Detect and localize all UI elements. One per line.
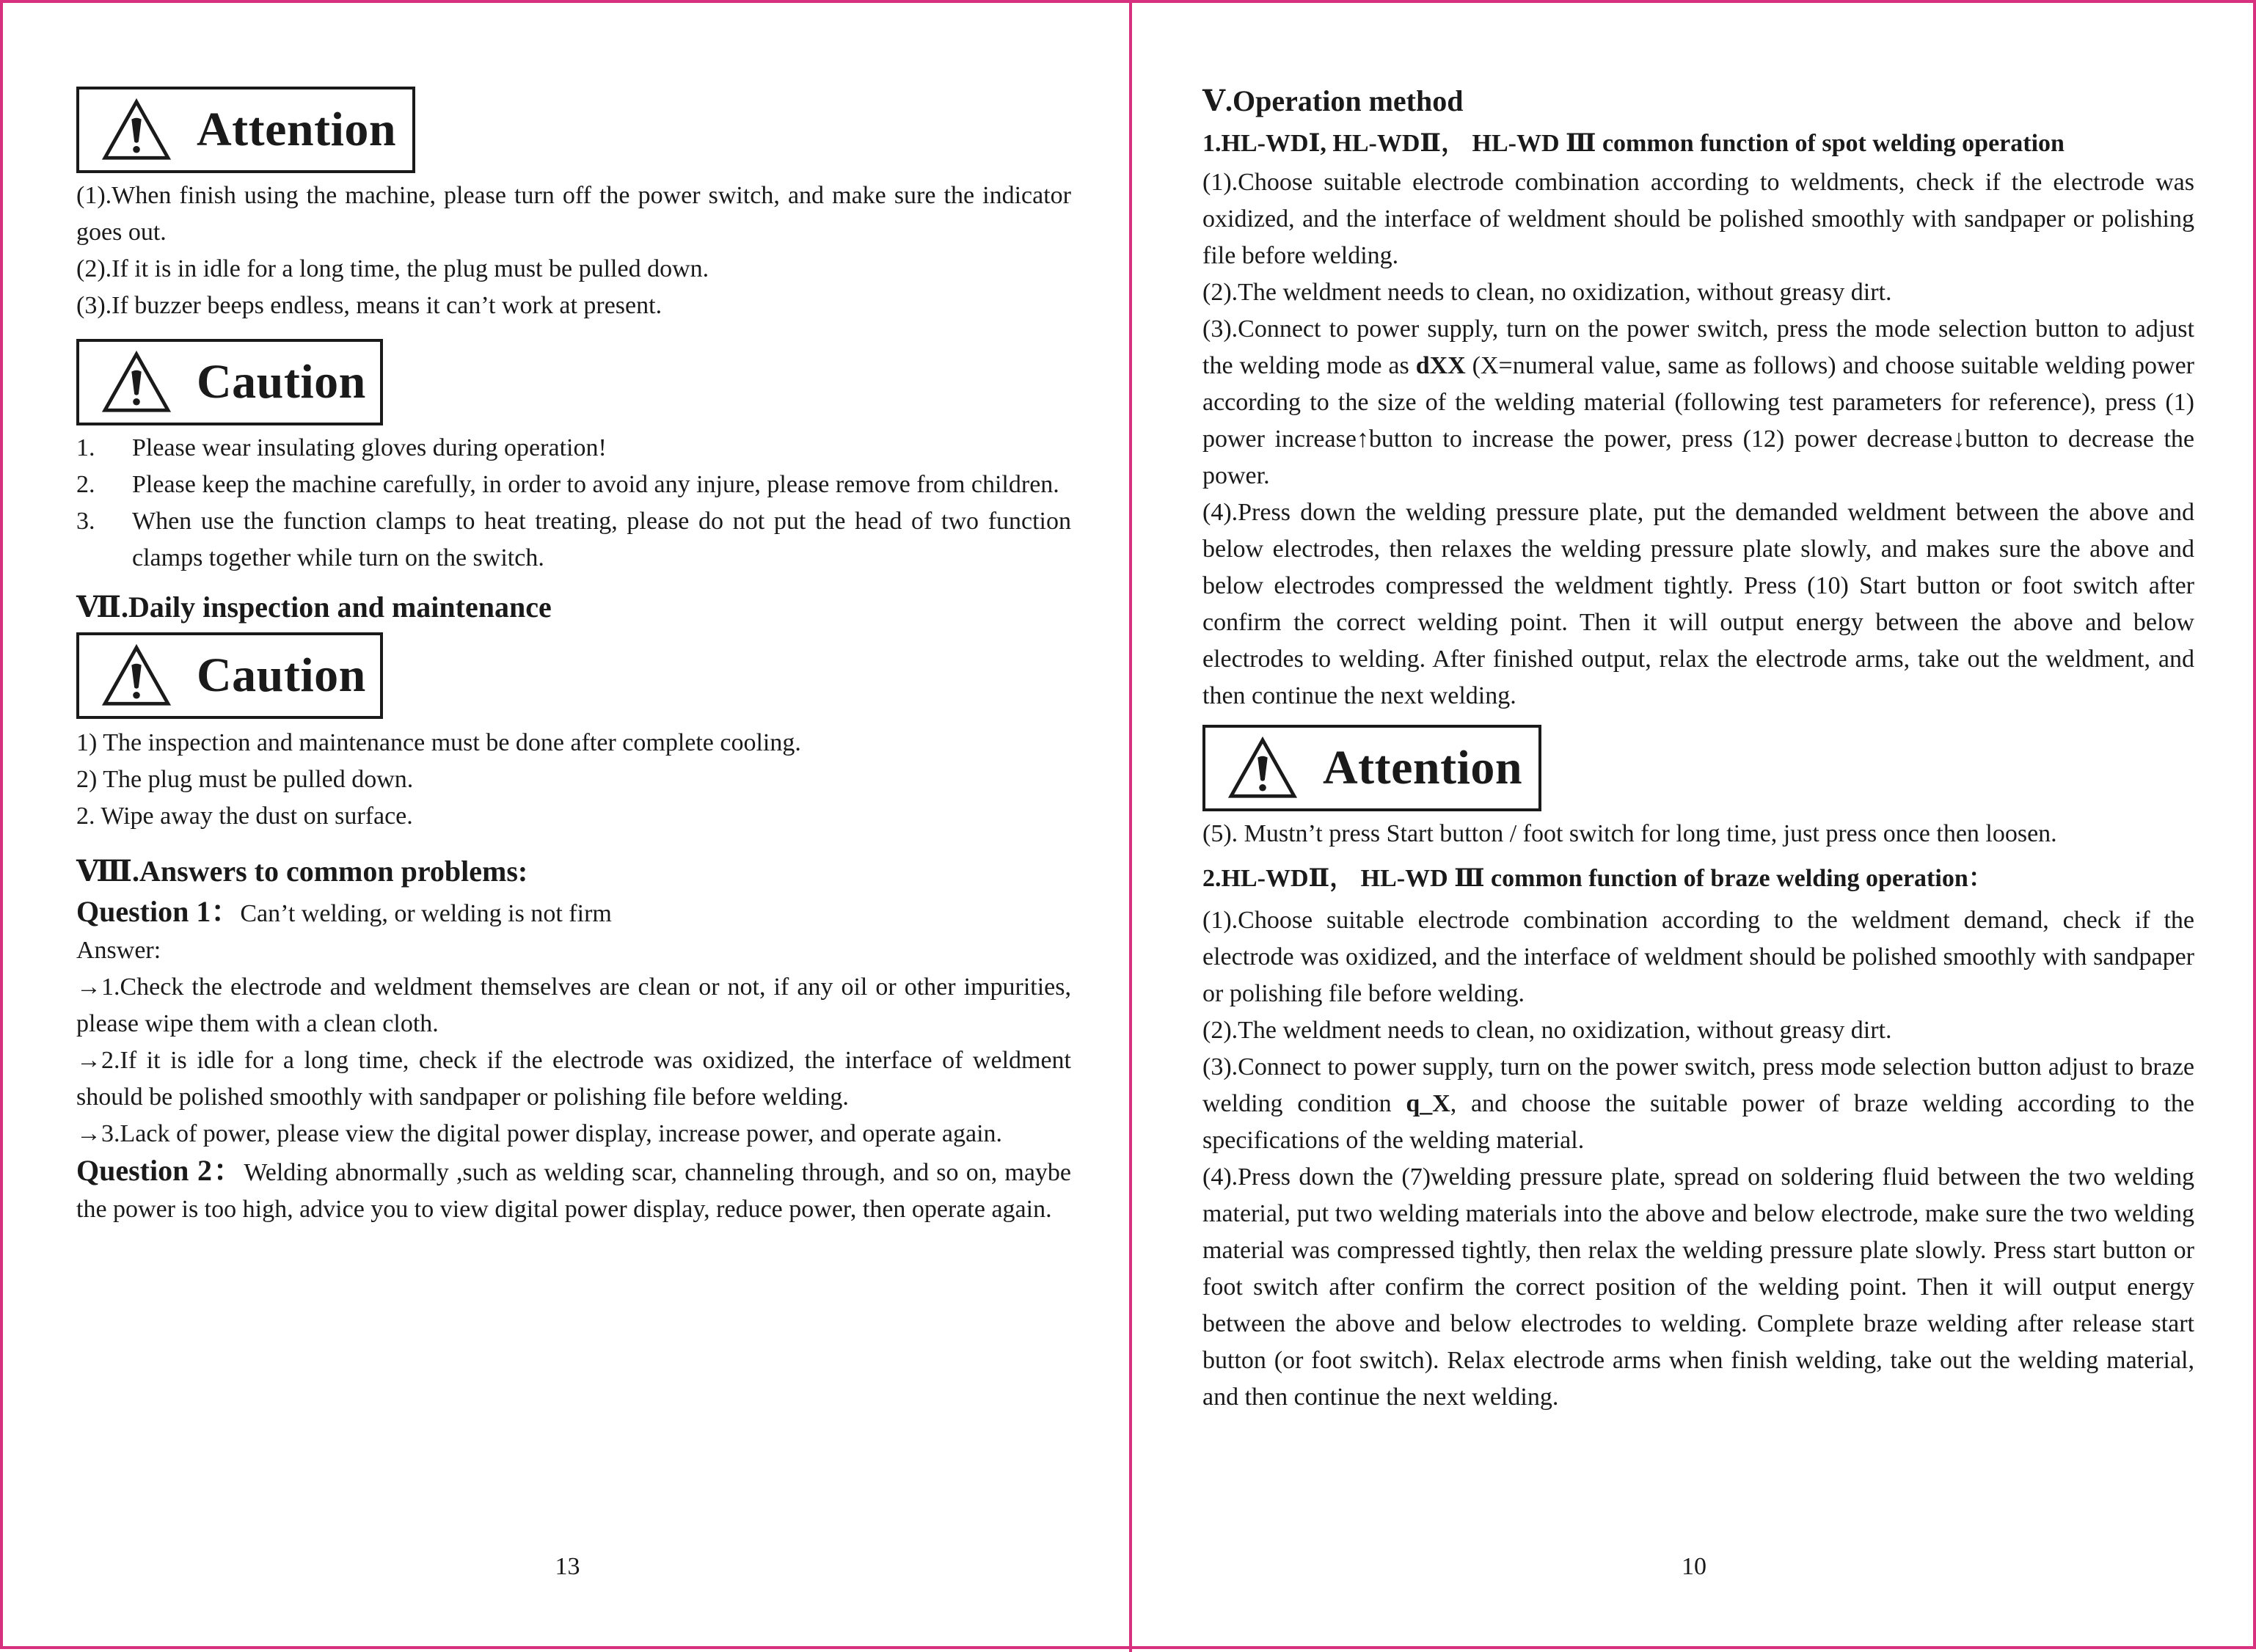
page-number: 13 [555, 1553, 580, 1580]
answer-item: →2.If it is idle for a long time, check if the electrode was oxidized, the interface of weldment should be polished smoothly with sandpaper or polishing file before welding. [76, 1047, 1071, 1111]
page-number: 10 [1682, 1553, 1706, 1580]
section-heading-problems: Ⅷ.Answers to common problems: [76, 855, 528, 888]
paragraph: (2).The weldment needs to clean, no oxidization, without greasy dirt. [1202, 279, 1892, 306]
question-text: Welding abnormally ,such as welding scar, channeling through, and so on, maybe the power is too high, advice you to view digital power display, reduce power, then operate again. [76, 1159, 1072, 1223]
caution-label: Caution [197, 648, 366, 702]
text-run: , and choose the suitable power of braze welding according to the specifications of the welding material. [1202, 1090, 2194, 1154]
caution-list [76, 430, 1071, 577]
paragraph: (4).Press down the (7)welding pressure plate, spread on soldering fluid between the two welding material, put two welding materials into the above and below electrode, make sure the two welding material was compressed tightly, then relax the welding pressure plate slowly. Press start button or foot switch after confirm the correct position of the welding point. Then it will output energy between the above and below electrodes to welding. Complete braze welding after release start button (or foot switch). Relax electrode arms when finish welding, take out the welding material, and then continue the next welding. [1202, 1163, 2194, 1411]
subsection-heading-spot: 1.HL-WDⅠ, HL-WDⅡ， HL-WD Ⅲ common function of spot welding operation [1202, 130, 2065, 157]
text-run: (3).Connect to power supply, turn on the power switch, press mode selection button adjust to braze welding condition [1202, 1053, 2194, 1117]
paragraph: (4).Press down the welding pressure plate, put the demanded weldment between the above and below electrodes, then relaxes the welding pressure plate slowly, and makes sure the above and below electrodes compressed the weldment tightly. Press (10) Start button or foot switch after confirm the correct welding point. Then it will output energy between the above and below electrodes to welding. After finished output, relax the electrode arms, take out the weldment, and then continue the next welding. [1202, 499, 2194, 709]
list-item [76, 467, 1071, 503]
question-2 [76, 1152, 1071, 1228]
question-label: Question 1： [76, 895, 241, 928]
maintenance-item: 2) The plug must be pulled down. [76, 766, 414, 793]
section-heading-maintenance: Ⅶ.Daily inspection and maintenance [76, 591, 552, 624]
paragraph [1202, 311, 2194, 494]
section-heading-operation: Ⅴ.Operation method [1202, 84, 1464, 117]
attention-label: Attention [197, 103, 397, 156]
maintenance-item: 2. Wipe away the dust on surface. [76, 803, 413, 830]
mode-code: q_X [1406, 1090, 1450, 1117]
answer-label: Answer: [76, 937, 161, 964]
paragraph: (1).Choose suitable electrode combination according to the weldment demand, check if the electrode was oxidized, and the interface of weldment should be polished smoothly with sandpaper or polishing file before welding. [1202, 907, 2194, 1007]
attention-item: (5). Mustn’t press Start button / foot switch for long time, just press once then loosen. [1202, 820, 2057, 847]
caution-box [76, 339, 383, 425]
attention-box [1202, 725, 1541, 811]
right-page [1132, 3, 2256, 1652]
list-number: 2. [76, 471, 95, 498]
warning-triangle-icon [1227, 737, 1298, 800]
warning-triangle-icon [101, 351, 172, 414]
list-number: 1. [76, 434, 95, 461]
paragraph: (1).Choose suitable electrode combination according to weldments, check if the electrode was oxidized, and the interface of weldment should be polished smoothly with sandpaper or polishing file before welding. [1202, 169, 2194, 269]
paragraph [1202, 1049, 2194, 1159]
list-text: Please keep the machine carefully, in order to avoid any injure, please remove from children. [132, 471, 1059, 498]
list-number: 3. [76, 508, 95, 535]
left-page-content [76, 87, 1071, 1228]
caution-label: Caution [197, 355, 366, 409]
attention-box [76, 87, 415, 173]
text-run: (3).Connect to power supply, turn on the power switch, press the mode selection button to adjust the welding mode as [1202, 315, 2194, 379]
attention-item: (1).When finish using the machine, please turn off the power switch, and make sure the indicator goes out. [76, 182, 1071, 246]
list-text: Please wear insulating gloves during operation! [132, 434, 607, 461]
question-1 [76, 893, 1071, 932]
right-page-content [1202, 79, 2194, 1416]
question-text: Can’t welding, or welding is not firm [240, 900, 612, 927]
answer-item: →1.Check the electrode and weldment themselves are clean or not, if any oil or other impurities, please wipe them with a clean cloth. [76, 973, 1071, 1037]
caution-box [76, 632, 383, 719]
left-page [6, 3, 1129, 1652]
attention-item: (2).If it is in idle for a long time, the plug must be pulled down. [76, 255, 709, 282]
list-item [76, 503, 1071, 577]
answer-item: →3.Lack of power, please view the digital power display, increase power, and operate again. [76, 1120, 1003, 1147]
warning-triangle-icon [101, 98, 172, 161]
list-item [76, 430, 1071, 467]
attention-label: Attention [1323, 741, 1523, 794]
list-text: When use the function clamps to heat treating, please do not put the head of two function clamps together while turn on the switch. [132, 508, 1071, 571]
subsection-heading-braze: 2.HL-WDⅡ， HL-WD Ⅲ common function of braze welding operation： [1202, 865, 1993, 892]
paragraph: (2).The weldment needs to clean, no oxidization, without greasy dirt. [1202, 1017, 1892, 1044]
text-run: (X=numeral value, same as follows) and choose suitable welding power according to the size of the welding material (following test parameters for reference), press (1) power increase↑button to increase the power, press (12) power decrease↓button to decrease the power. [1202, 352, 2194, 489]
attention-item: (3).If buzzer beeps endless, means it can’t work at present. [76, 292, 662, 319]
question-label: Question 2： [76, 1154, 244, 1187]
warning-triangle-icon [101, 644, 172, 707]
mode-code: dXX [1415, 352, 1466, 379]
maintenance-item: 1) The inspection and maintenance must be done after complete cooling. [76, 729, 801, 756]
